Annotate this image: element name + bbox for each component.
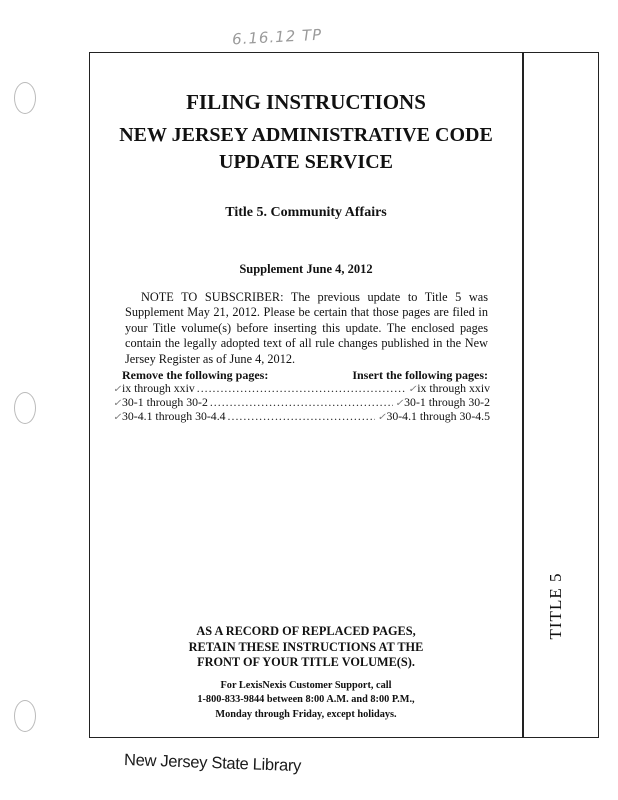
remove-pages: 30-4.1 through 30-4.4 <box>122 409 226 423</box>
leader-dots <box>210 395 393 409</box>
check-mark-icon: ✓ <box>395 398 404 409</box>
insert-pages: 30-1 through 30-2 <box>404 395 490 409</box>
punch-hole-top <box>14 82 36 114</box>
leader-dots <box>228 409 376 423</box>
remove-pages: ix through xxiv <box>122 381 195 395</box>
insert-header: Insert the following pages: <box>352 368 488 382</box>
pages-table <box>113 381 490 423</box>
support-line: Monday through Friday, except holidays. <box>215 708 397 720</box>
table-row <box>113 381 490 395</box>
support-line: For LexisNexis Customer Support, call <box>220 680 392 691</box>
handwritten-note: 6.16.12 TP <box>231 25 323 49</box>
support-phone: 1-800-833-9844 between 8:00 A.M. and 8:00 P.M., <box>197 694 415 706</box>
remove-header: Remove the following pages: <box>122 368 269 382</box>
insert-pages: ix through xxiv <box>417 381 490 395</box>
record-line: RETAIN THESE INSTRUCTIONS AT THE <box>188 639 424 654</box>
insert-pages: 30-4.1 through 30-4.5 <box>386 409 490 423</box>
subscriber-note: NOTE TO SUBSCRIBER: The previous update to Title 5 was Supplement May 21, 2012. Please be certain that those pages are filed in your Title volume(s) before inserting this update. The enclosed pages contain the legally adopted text of all rule changes published in the New Jersey Register as of June 4, 2012. <box>125 290 488 366</box>
page-title: FILING INSTRUCTIONS <box>186 90 426 114</box>
remove-pages: 30-1 through 30-2 <box>122 395 208 409</box>
check-mark-icon: ✓ <box>113 412 122 423</box>
punch-hole-bottom <box>14 700 36 732</box>
library-stamp: New Jersey State Library <box>123 751 302 776</box>
supplement-date: Supplement June 4, 2012 <box>239 262 373 276</box>
table-row <box>113 409 490 423</box>
punch-hole-middle <box>14 392 36 424</box>
customer-support <box>90 679 522 722</box>
title-subject: Title 5. Community Affairs <box>225 205 387 220</box>
check-mark-icon: ✓ <box>113 398 122 409</box>
check-mark-icon: ✓ <box>408 384 417 395</box>
check-mark-icon: ✓ <box>377 412 386 423</box>
table-row <box>113 395 490 409</box>
code-title: NEW JERSEY ADMINISTRATIVE CODE <box>119 124 493 146</box>
check-mark-icon: ✓ <box>113 384 122 395</box>
leader-dots <box>197 381 407 395</box>
service-title: UPDATE SERVICE <box>219 151 393 173</box>
record-line: AS A RECORD OF REPLACED PAGES, <box>196 624 416 638</box>
record-instructions <box>90 624 522 671</box>
record-line: FRONT OF YOUR TITLE VOLUME(S). <box>197 655 415 669</box>
side-tab-label: TITLE 5 <box>546 572 565 640</box>
